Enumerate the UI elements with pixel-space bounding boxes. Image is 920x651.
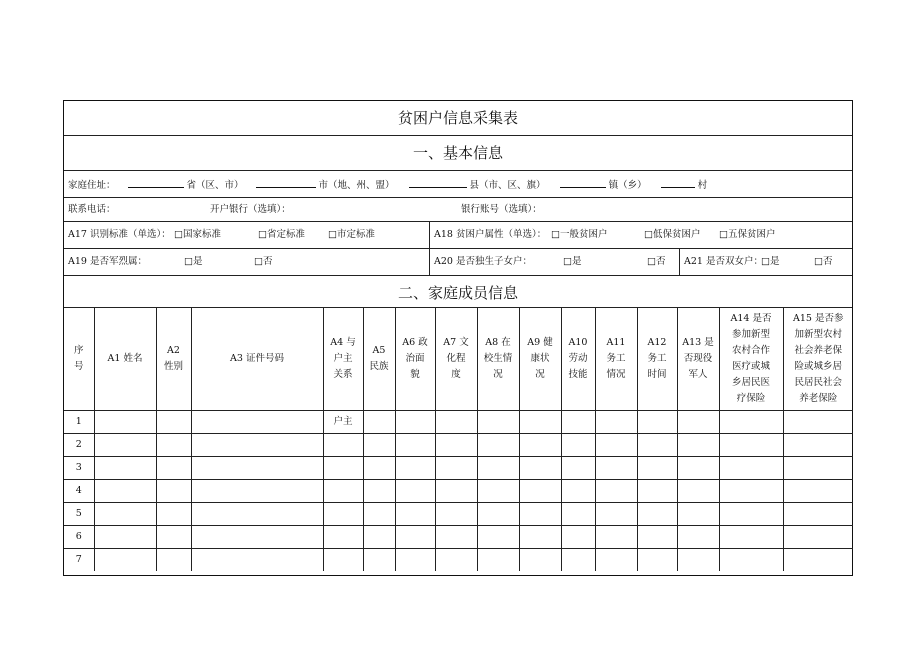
header-line: 时间 — [647, 369, 667, 380]
col-a4-relation-cell[interactable] — [323, 434, 363, 457]
table-row — [64, 503, 853, 526]
col-a3-id-number-cell[interactable] — [191, 526, 323, 549]
col-a1-name-cell[interactable] — [94, 526, 156, 549]
col-a5-ethnicity-cell[interactable] — [363, 549, 395, 572]
county-blank[interactable] — [409, 177, 467, 188]
col-a11-work-header — [595, 308, 637, 411]
address-label: 家庭住址： — [68, 180, 116, 191]
col-a3-id-number-cell[interactable] — [191, 434, 323, 457]
col-a5-ethnicity-cell[interactable] — [363, 526, 395, 549]
col-a7-education-cell[interactable] — [435, 549, 477, 572]
header-line: 序 — [73, 345, 84, 356]
col-a15-pension-insurance-cell[interactable] — [783, 503, 853, 526]
col-a8-student-cell[interactable] — [477, 526, 519, 549]
account-label: 银行账号（选填）： — [461, 204, 542, 215]
col-a3-id-number-header — [191, 308, 323, 411]
divider — [429, 249, 430, 275]
col-a7-education-cell[interactable] — [435, 480, 477, 503]
col-a12-work-time-header — [637, 308, 677, 411]
a20-no-option[interactable]: □否 — [647, 256, 666, 267]
col-a2-gender-cell[interactable] — [156, 549, 191, 572]
a17-a18-row — [64, 222, 852, 249]
village-label: 村 — [697, 180, 708, 191]
table-row — [64, 457, 853, 480]
col-a9-health-cell[interactable] — [519, 457, 561, 480]
col-a10-skills-cell[interactable] — [561, 526, 595, 549]
col-a8-student-cell[interactable] — [477, 411, 519, 434]
col-a9-health-cell[interactable] — [519, 549, 561, 572]
a17-option-municipal[interactable]: □市定标准 — [328, 229, 375, 240]
col-a3-id-number-cell[interactable] — [191, 549, 323, 572]
header-line: A5 — [372, 345, 386, 356]
col-a14-medical-insurance-cell[interactable] — [719, 549, 783, 572]
col-a6-political-cell[interactable] — [395, 457, 435, 480]
col-a12-work-time-cell[interactable] — [637, 480, 677, 503]
city-label: 市（地、州、盟） — [318, 180, 395, 191]
a21-label: A21 是否双女户： — [684, 256, 763, 267]
header-line: 养老保险 — [799, 393, 838, 404]
header-line: 化程 — [446, 353, 466, 364]
header-line: 社会养老保 — [794, 345, 842, 356]
county-label: 县（市、区、旗） — [469, 180, 546, 191]
divider — [679, 249, 680, 275]
col-a13-military-cell[interactable] — [677, 526, 719, 549]
col-a9-health-cell[interactable] — [519, 480, 561, 503]
header-line: 疗保险 — [736, 393, 766, 404]
col-a7-education-cell[interactable] — [435, 457, 477, 480]
col-a2-gender-cell[interactable] — [156, 434, 191, 457]
address-field[interactable] — [68, 177, 707, 193]
table-header-row — [64, 308, 853, 411]
a18-label: A18 贫困户属性（单选）： — [434, 229, 547, 240]
contact-row — [64, 198, 852, 222]
col-a11-work-cell[interactable] — [595, 526, 637, 549]
col-a5-ethnicity-cell[interactable] — [363, 434, 395, 457]
col-a6-political-cell[interactable] — [395, 411, 435, 434]
section-members-title: 二、家庭成员信息 — [397, 284, 518, 302]
a21-no-option[interactable]: □否 — [814, 256, 833, 267]
a17-label: A17 识别标准（单选）： — [68, 229, 171, 240]
col-a10-skills-cell[interactable] — [561, 457, 595, 480]
table-row — [64, 526, 853, 549]
col-a10-skills-cell[interactable] — [561, 411, 595, 434]
col-a6-political-cell[interactable] — [395, 434, 435, 457]
header-line: 加新型农村 — [794, 329, 842, 340]
section-members-row — [64, 276, 852, 308]
header-line: A15 是否参 — [793, 313, 844, 324]
bank-label: 开户银行（选填）： — [210, 204, 291, 215]
col-a2-gender-cell[interactable] — [156, 457, 191, 480]
col-a4-relation-cell[interactable] — [323, 526, 363, 549]
header-line: 务工 — [647, 353, 667, 364]
header-line: 情况 — [606, 369, 626, 380]
row-index-cell: 1 — [64, 411, 94, 434]
col-a6-political-cell[interactable] — [395, 526, 435, 549]
province-blank[interactable] — [128, 177, 184, 188]
a21-yes-option[interactable]: □是 — [761, 256, 780, 267]
col-a11-work-cell[interactable] — [595, 457, 637, 480]
table-row — [64, 411, 853, 434]
col-a3-id-number-cell[interactable] — [191, 411, 323, 434]
col-a2-gender-header — [156, 308, 191, 411]
header-line: 况 — [535, 369, 545, 380]
col-a15-pension-insurance-cell[interactable] — [783, 549, 853, 572]
col-a1-name-cell[interactable] — [94, 457, 156, 480]
members-table — [64, 308, 853, 571]
header-line: 民居民社会 — [794, 377, 842, 388]
row-index-cell: 7 — [64, 549, 94, 572]
col-a9-health-cell[interactable] — [519, 434, 561, 457]
col-a12-work-time-cell[interactable] — [637, 526, 677, 549]
header-line: 劳动 — [568, 353, 588, 364]
col-a2-gender-cell[interactable] — [156, 411, 191, 434]
col-a14-medical-insurance-cell[interactable] — [719, 411, 783, 434]
col-a10-skills-cell[interactable] — [561, 503, 595, 526]
col-a5-ethnicity-cell[interactable] — [363, 503, 395, 526]
col-a9-health-cell[interactable] — [519, 503, 561, 526]
col-a13-military-cell[interactable] — [677, 503, 719, 526]
col-a14-medical-insurance-header — [719, 308, 783, 411]
a19-a21-row — [64, 249, 852, 276]
row-index-cell: 4 — [64, 480, 94, 503]
row-index-cell: 6 — [64, 526, 94, 549]
town-blank[interactable] — [560, 177, 606, 188]
col-a13-military-cell[interactable] — [677, 411, 719, 434]
col-a1-name-cell[interactable] — [94, 434, 156, 457]
a19-yes-option[interactable]: □是 — [184, 256, 203, 267]
col-a13-military-cell[interactable] — [677, 434, 719, 457]
header-line: 军人 — [688, 369, 708, 380]
col-a3-id-number-cell[interactable] — [191, 480, 323, 503]
col-a8-student-cell[interactable] — [477, 503, 519, 526]
col-a8-student-cell[interactable] — [477, 480, 519, 503]
col-a10-skills-cell[interactable] — [561, 549, 595, 572]
header-line: 号 — [73, 361, 84, 372]
col-a13-military-header — [677, 308, 719, 411]
col-a1-name-cell[interactable] — [94, 411, 156, 434]
col-a8-student-cell[interactable] — [477, 434, 519, 457]
phone-label: 联系电话： — [68, 204, 116, 215]
poverty-household-form — [63, 100, 853, 576]
table-row — [64, 434, 853, 457]
header-line: A10 — [568, 337, 588, 348]
col-a1-name-cell[interactable] — [94, 503, 156, 526]
col-a14-medical-insurance-cell[interactable] — [719, 503, 783, 526]
header-line: 貌 — [410, 369, 420, 380]
header-line: A7 文 — [443, 337, 469, 348]
header-line: 险或城乡居 — [794, 361, 842, 372]
col-a15-pension-insurance-cell[interactable] — [783, 434, 853, 457]
col-a9-health-header — [519, 308, 561, 411]
col-a6-political-cell[interactable] — [395, 549, 435, 572]
col-a2-gender-cell[interactable] — [156, 503, 191, 526]
col-a4-relation-cell[interactable] — [323, 457, 363, 480]
col-a10-skills-cell[interactable] — [561, 434, 595, 457]
header-line: A12 — [647, 337, 667, 348]
header-line: 否现役 — [683, 353, 713, 364]
header-line: 性别 — [163, 361, 183, 372]
form-title: 贫困户信息采集表 — [397, 109, 518, 127]
header-line: 民族 — [369, 361, 389, 372]
section-basic-title: 一、基本信息 — [412, 144, 503, 162]
col-a15-pension-insurance-cell[interactable] — [783, 411, 853, 434]
col-a12-work-time-cell[interactable] — [637, 411, 677, 434]
header-line: A2 — [167, 345, 180, 356]
col-a14-medical-insurance-cell[interactable] — [719, 457, 783, 480]
header-line: 关系 — [333, 369, 353, 380]
col-a11-work-cell[interactable] — [595, 480, 637, 503]
a20-yes-option[interactable]: □是 — [563, 256, 582, 267]
col-a8-student-header — [477, 308, 519, 411]
province-label: 省（区、市） — [186, 180, 244, 191]
col-a14-medical-insurance-cell[interactable] — [719, 434, 783, 457]
col-a9-health-cell[interactable] — [519, 526, 561, 549]
col-a14-medical-insurance-cell[interactable] — [719, 526, 783, 549]
col-a15-pension-insurance-cell[interactable] — [783, 457, 853, 480]
col-a2-gender-cell[interactable] — [156, 526, 191, 549]
col-a7-education-cell[interactable] — [435, 503, 477, 526]
col-a6-political-cell[interactable] — [395, 480, 435, 503]
header-line: 户主 — [333, 353, 353, 364]
col-a12-work-time-cell[interactable] — [637, 503, 677, 526]
col-a1-name-cell[interactable] — [94, 549, 156, 572]
col-a2-gender-cell[interactable] — [156, 480, 191, 503]
header-line: 度 — [451, 369, 461, 380]
header-line: 医疗或城 — [731, 361, 770, 372]
title-row — [64, 101, 852, 136]
header-line: A13 是 — [682, 337, 714, 348]
col-a10-skills-cell[interactable] — [561, 480, 595, 503]
header-line: A11 — [606, 337, 626, 348]
header-line: 参加新型 — [731, 329, 770, 340]
col-a3-id-number-cell[interactable] — [191, 457, 323, 480]
col-a11-work-cell[interactable] — [595, 549, 637, 572]
row-index-cell: 2 — [64, 434, 94, 457]
address-row — [64, 171, 852, 198]
a18-option-five-guarantee[interactable]: □五保贫困户 — [719, 229, 776, 240]
header-line: 农村合作 — [731, 345, 770, 356]
col-a5-ethnicity-header — [363, 308, 395, 411]
col-a13-military-cell[interactable] — [677, 549, 719, 572]
a18-option-minimum[interactable]: □低保贫困户 — [644, 229, 701, 240]
col-a5-ethnicity-cell[interactable] — [363, 411, 395, 434]
a20-label: A20 是否独生子女户： — [434, 256, 532, 267]
col-a4-relation-header — [323, 308, 363, 411]
table-row — [64, 480, 853, 503]
header-line: A9 健 — [527, 337, 553, 348]
col-a13-military-cell[interactable] — [677, 480, 719, 503]
header-line: 技能 — [568, 369, 588, 380]
col-a15-pension-insurance-cell[interactable] — [783, 480, 853, 503]
a17-option-national[interactable]: □国家标准 — [174, 229, 221, 240]
header-line: A14 是否 — [730, 313, 772, 324]
a18-option-general[interactable]: □一般贫困户 — [551, 229, 608, 240]
col-a13-military-cell[interactable] — [677, 457, 719, 480]
col-a4-relation-cell[interactable] — [323, 549, 363, 572]
col-a11-work-cell[interactable] — [595, 503, 637, 526]
col-a7-education-cell[interactable] — [435, 526, 477, 549]
col-a4-relation-cell[interactable]: 户主 — [323, 411, 363, 434]
col-a1-name-cell[interactable] — [94, 480, 156, 503]
col-a5-ethnicity-cell[interactable] — [363, 457, 395, 480]
col-a6-political-cell[interactable] — [395, 503, 435, 526]
col-a4-relation-cell[interactable] — [323, 503, 363, 526]
header-line: 乡居民医 — [731, 377, 770, 388]
section-basic-row — [64, 136, 852, 171]
header-line: A1 姓名 — [107, 353, 143, 364]
col-a8-student-cell[interactable] — [477, 457, 519, 480]
col-a11-work-cell[interactable] — [595, 411, 637, 434]
header-line: 务工 — [606, 353, 626, 364]
header-line: 治面 — [405, 353, 425, 364]
a17-option-provincial[interactable]: □省定标准 — [258, 229, 305, 240]
col-a7-education-cell[interactable] — [435, 434, 477, 457]
header-line: 校生情 — [483, 353, 513, 364]
town-label: 镇（乡） — [608, 180, 647, 191]
header-line: 况 — [493, 369, 503, 380]
col-a9-health-cell[interactable] — [519, 411, 561, 434]
table-row — [64, 549, 853, 572]
col-a12-work-time-cell[interactable] — [637, 434, 677, 457]
col-a11-work-cell[interactable] — [595, 434, 637, 457]
col-a5-ethnicity-cell[interactable] — [363, 480, 395, 503]
a19-label: A19 是否军烈属： — [68, 256, 147, 267]
city-blank[interactable] — [256, 177, 316, 188]
col-a7-education-header — [435, 308, 477, 411]
divider — [429, 222, 430, 248]
col-a14-medical-insurance-cell[interactable] — [719, 480, 783, 503]
a19-no-option[interactable]: □否 — [254, 256, 273, 267]
header-line: A3 证件号码 — [230, 353, 284, 364]
village-blank[interactable] — [661, 177, 695, 188]
col-a12-work-time-cell[interactable] — [637, 549, 677, 572]
header-line: 康状 — [530, 353, 550, 364]
col-a8-student-cell[interactable] — [477, 549, 519, 572]
col-a15-pension-insurance-cell[interactable] — [783, 526, 853, 549]
col-a6-political-header — [395, 308, 435, 411]
header-line: A6 政 — [402, 337, 428, 348]
header-line: A8 在 — [485, 337, 511, 348]
header-line: A4 与 — [330, 337, 356, 348]
row-index-cell: 3 — [64, 457, 94, 480]
col-a10-skills-header — [561, 308, 595, 411]
col-index-header — [64, 308, 94, 411]
col-a1-name-header — [94, 308, 156, 411]
col-a15-pension-insurance-header — [783, 308, 853, 411]
col-a4-relation-cell[interactable] — [323, 480, 363, 503]
col-a12-work-time-cell[interactable] — [637, 457, 677, 480]
col-a7-education-cell[interactable] — [435, 411, 477, 434]
col-a3-id-number-cell[interactable] — [191, 503, 323, 526]
row-index-cell: 5 — [64, 503, 94, 526]
